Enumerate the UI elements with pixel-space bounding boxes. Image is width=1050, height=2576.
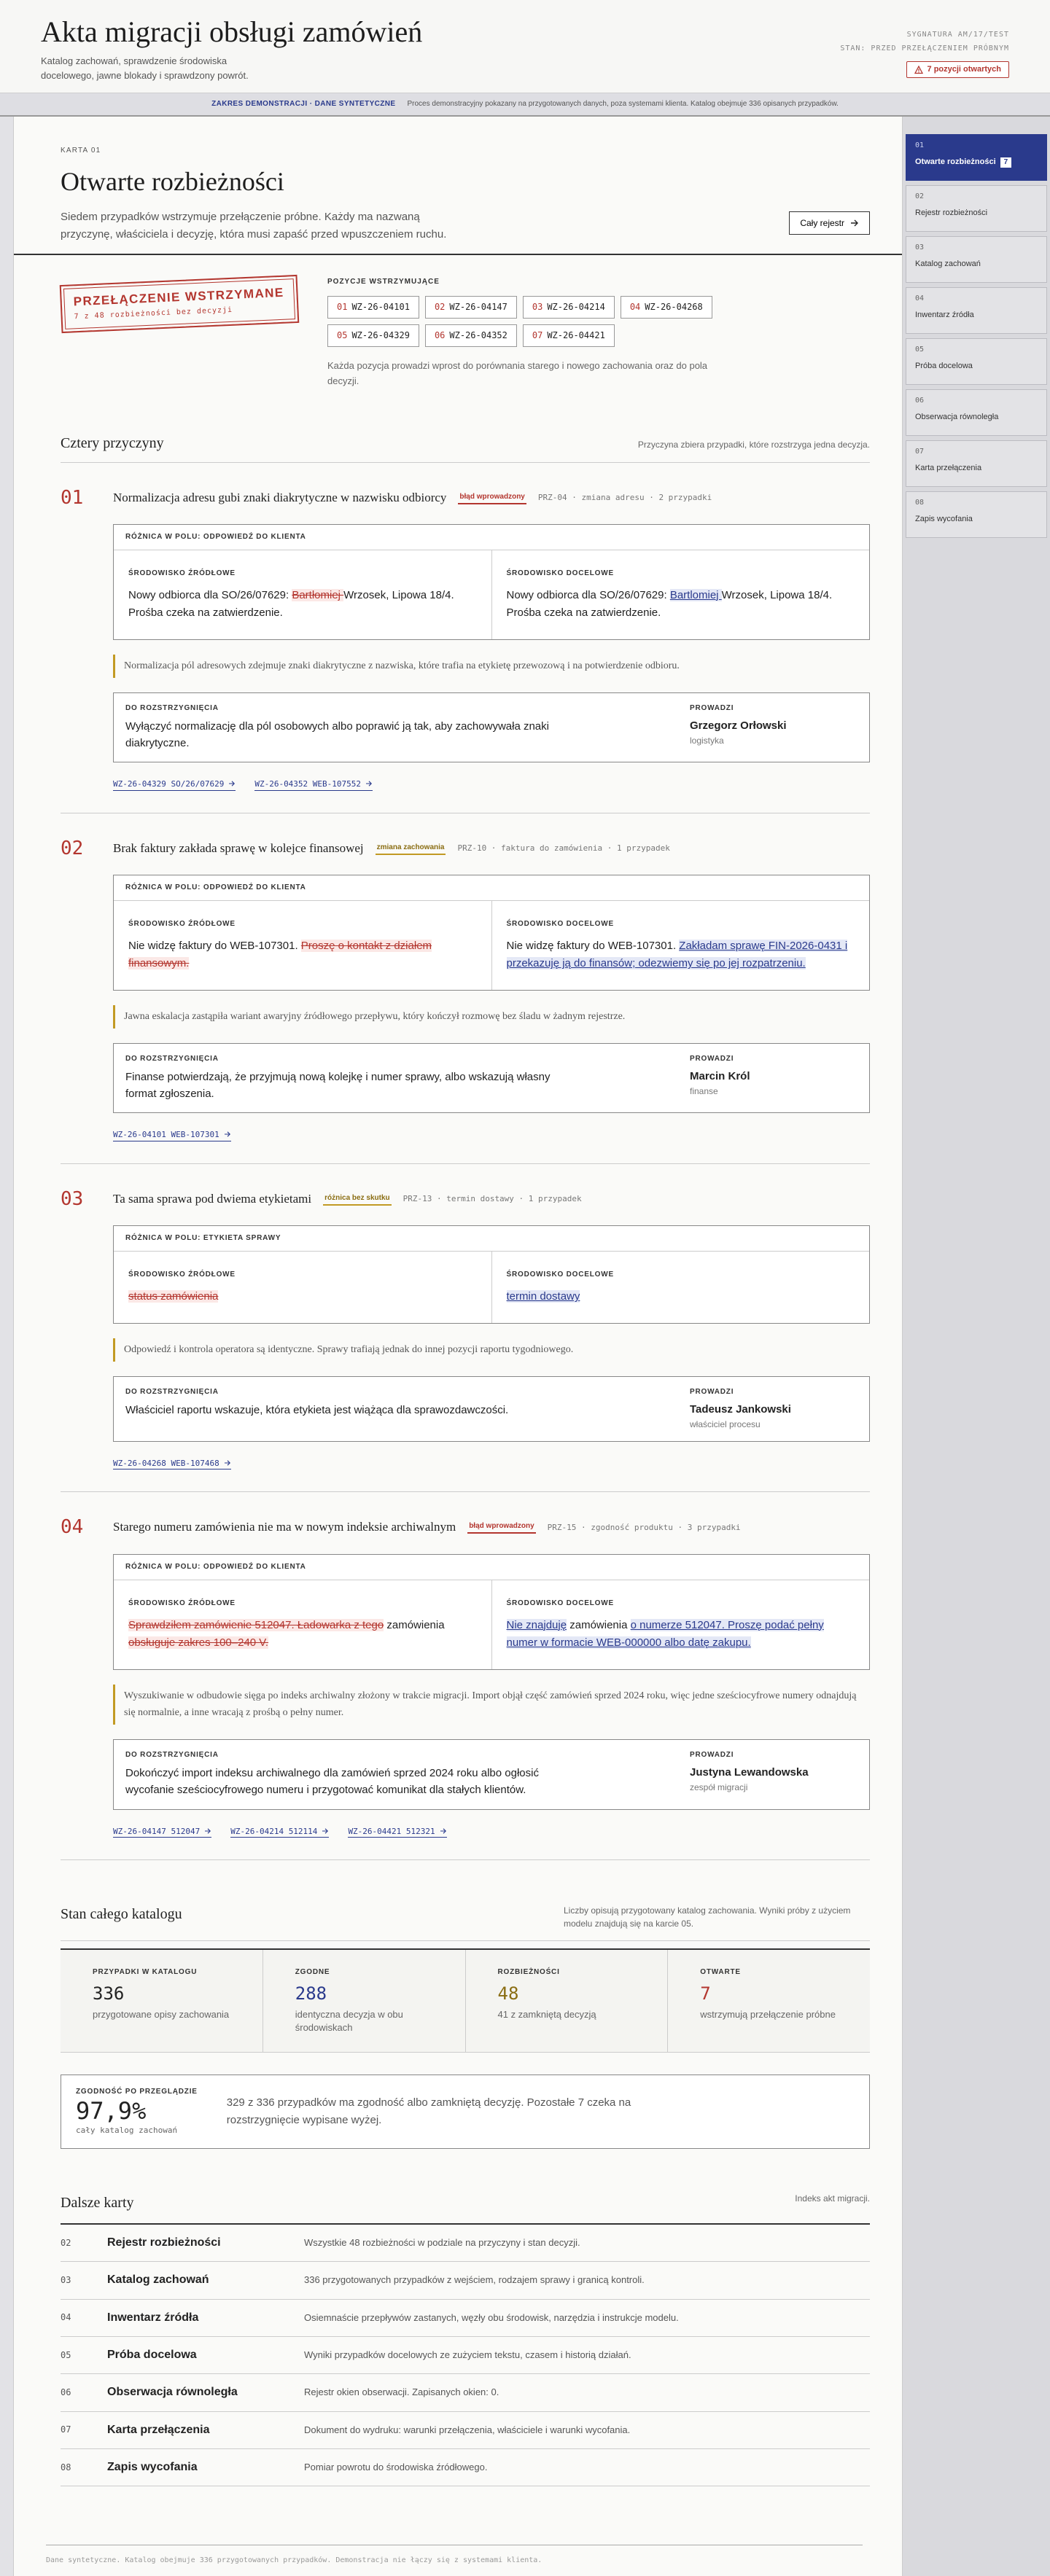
sidebar-item-label: Zapis wycofania xyxy=(915,515,973,523)
further-num: 04 xyxy=(61,2312,71,2323)
sidebar-item[interactable] xyxy=(906,440,1047,487)
sidebar-item-number: 05 xyxy=(915,346,925,354)
cause-tag: błąd wprowadzony xyxy=(458,491,526,504)
owner-name: Justyna Lewandowska xyxy=(690,1766,809,1779)
cause-section xyxy=(61,463,870,813)
diff-box xyxy=(113,1225,870,1324)
chip-number: 05 xyxy=(337,330,348,341)
main-content xyxy=(13,117,903,2576)
diff-label: RÓŻNICA W POLU: ODPOWIEDŹ DO KLIENTA xyxy=(114,525,869,550)
stamp-sub: 7 z 48 rozbieżności bez decyzji xyxy=(74,306,233,321)
sidebar-item-number: 07 xyxy=(915,448,925,456)
stat-label: PRZYPADKI W KATALOGU xyxy=(93,1967,198,1976)
owner-label: PROWADZI xyxy=(690,1387,734,1396)
cause-explanation: Wyszukiwanie w odbudowie sięga po indeks archiwalny złożony w trakcie migracji. Import objął część zamówień sprzed 2024 roku, więc jedne sześciocyfrowe numery odnajdują się normalnie, a inne wracają z prośbą o pełny numer. xyxy=(113,1685,870,1725)
cause-explanation: Jawna eskalacja zastąpiła wariant awaryjny źródłowego przepływu, który kończył rozmowę bez śladu w żadnym rejestrze. xyxy=(113,1005,870,1029)
diff-box xyxy=(113,1554,870,1670)
arrow-right-icon xyxy=(224,1131,231,1137)
resolve-box xyxy=(113,1043,870,1114)
sidebar-item[interactable] xyxy=(906,491,1047,538)
page-header xyxy=(0,0,1050,93)
page-main-title: Akta migracji obsługi zamówień xyxy=(41,15,423,48)
further-card-row[interactable] xyxy=(61,2225,870,2262)
cause-section xyxy=(61,1164,870,1492)
further-num: 03 xyxy=(61,2274,71,2285)
source-column xyxy=(114,901,491,990)
blocking-chip[interactable] xyxy=(327,324,419,347)
chip-number: 03 xyxy=(532,302,543,313)
chip-id: WZ-26-04147 xyxy=(449,302,508,313)
chip-number: 07 xyxy=(532,330,543,341)
source-deleted: Sprawdziłem zamówienie 512047. Ładowarka z tego xyxy=(128,1618,384,1631)
further-aside: Indeks akt migracji. xyxy=(795,2193,870,2204)
sidebar-item[interactable] xyxy=(906,389,1047,436)
source-label: ŚRODOWISKO ŹRÓDŁOWE xyxy=(128,920,236,929)
further-card-row[interactable] xyxy=(61,2262,870,2299)
chip-number: 02 xyxy=(434,302,446,313)
target-label: ŚRODOWISKO DOCELOWE xyxy=(506,569,614,577)
sidebar-item-label: Próba docelowa xyxy=(915,362,973,370)
target-text-post: Wrzosek, Lipowa 18/4. Prośba czeka na zatwierdzenie. xyxy=(506,588,833,619)
sidebar-item-number: 02 xyxy=(915,192,925,200)
sidebar-nav xyxy=(903,117,1050,2576)
further-num: 05 xyxy=(61,2349,71,2360)
diff-label: RÓŻNICA W POLU: ODPOWIEDŹ DO KLIENTA xyxy=(114,875,869,901)
cause-number: 04 xyxy=(61,1516,84,1539)
case-link[interactable] xyxy=(254,778,373,790)
case-link-label: WZ-26-04214 512114 xyxy=(230,1826,318,1836)
causes-aside: Przyczyna zbiera przypadki, które rozstrzyga jedna decyzja. xyxy=(637,439,870,450)
target-column xyxy=(491,901,870,990)
case-link[interactable] xyxy=(113,1826,211,1838)
owner-name: Marcin Król xyxy=(690,1069,750,1082)
case-link[interactable] xyxy=(113,778,236,790)
chip-number: 01 xyxy=(337,302,348,313)
stat-desc: 41 z zamkniętą decyzją xyxy=(497,2008,596,2020)
resolve-box xyxy=(113,1739,870,1810)
arrow-right-icon xyxy=(850,219,859,227)
arrow-right-icon xyxy=(228,781,236,787)
diff-label: RÓŻNICA W POLU: ODPOWIEDŹ DO KLIENTA xyxy=(114,1555,869,1580)
target-inserted: Bartlomiej xyxy=(669,588,722,601)
cause-meta: PRZ-15 · zgodność produktu · 3 przypadki xyxy=(547,1522,741,1532)
accord-sub: cały katalog zachowań xyxy=(76,2126,178,2136)
page-subtitle: Katalog zachowań, sprawdzenie środowiska docelowego, jawne blokady i sprawdzony powrót. xyxy=(41,55,249,81)
cause-title: Brak faktury zakłada sprawę w kolejce finansowej xyxy=(113,840,364,855)
cause-title: Normalizacja adresu gubi znaki diakrytyczne w nazwisku odbiorcy xyxy=(113,490,447,504)
resolve-text: Dokończyć import indeksu archiwalnego dla zamówień sprzed 2024 roku albo ogłosić wycofanie sześciocyfrowego numeru i przygotować komunikat dla stałych klientów. xyxy=(125,1767,539,1797)
cause-title: Starego numeru zamówienia nie ma w nowym indeksie archiwalnym xyxy=(113,1520,456,1534)
case-link[interactable] xyxy=(348,1826,446,1838)
further-desc: Osiemnaście przepływów zastanych, węzły obu środowisk, narzędzia i instrukcje modelu. xyxy=(304,2311,679,2323)
arrow-right-icon xyxy=(440,1828,447,1834)
open-items-label: 7 pozycji otwartych xyxy=(927,65,1001,74)
chip-id: WZ-26-04268 xyxy=(645,302,703,313)
source-text xyxy=(128,937,477,972)
causes-title: Cztery przyczyny xyxy=(61,434,164,451)
accord-text: 329 z 336 przypadków ma zgodność albo zamkniętą decyzję. Pozostałe 7 czeka na rozstrzygnięcie wypisane wyżej. xyxy=(226,2096,631,2126)
arrow-right-icon xyxy=(365,781,373,787)
sidebar-item-number: 04 xyxy=(915,294,925,303)
chip-id: WZ-26-04352 xyxy=(449,330,508,341)
sidebar-item-label: Obserwacja równoległa xyxy=(915,413,999,421)
target-label: ŚRODOWISKO DOCELOWE xyxy=(506,1271,614,1279)
target-text-pre: Nowy odbiorca dla SO/26/07629: xyxy=(506,588,670,601)
sidebar-item-label: Katalog zachowań xyxy=(915,259,981,268)
source-column xyxy=(114,1252,491,1323)
blocking-items xyxy=(327,277,765,389)
sidebar-item-number: 01 xyxy=(915,141,925,149)
target-text xyxy=(507,1617,855,1652)
blocking-chip[interactable] xyxy=(425,296,517,319)
cause-meta: PRZ-10 · faktura do zamówienia · 1 przypadek xyxy=(457,843,670,854)
accord-box xyxy=(61,2075,870,2149)
cause-section xyxy=(61,813,870,1164)
source-text-post: zamówienia xyxy=(384,1618,445,1631)
sidebar-item[interactable] xyxy=(906,236,1047,283)
source-label: ŚRODOWISKO ŹRÓDŁOWE xyxy=(128,1271,236,1279)
stat-desc: przygotowane opisy zachowania xyxy=(93,2008,230,2020)
stat-desc: identyczna decyzja w obu środowiskach xyxy=(295,2008,403,2033)
sidebar-item-number: 06 xyxy=(915,397,925,405)
source-label: ŚRODOWISKO ŹRÓDŁOWE xyxy=(128,1599,236,1607)
owner-name: Tadeusz Jankowski xyxy=(690,1402,791,1416)
stat-cell xyxy=(465,1950,668,2052)
stat-cell xyxy=(61,1950,262,2052)
target-inserted: termin dostawy xyxy=(506,1290,580,1303)
further-desc: Rejestr okien obserwacji. Zapisanych okien: 0. xyxy=(304,2386,499,2398)
stamp-title: PRZEŁĄCZENIE WSTRZYMANE xyxy=(73,286,284,309)
cause-title: Ta sama sprawa pod dwiema etykietami xyxy=(113,1192,312,1206)
stat-desc: wstrzymują przełączenie próbne xyxy=(700,2008,836,2020)
source-deleted: status zamówienia xyxy=(128,1290,219,1303)
target-text xyxy=(507,587,855,622)
target-inserted: Nie znajduję xyxy=(506,1618,567,1631)
arrow-right-icon xyxy=(322,1828,329,1834)
cause-meta: PRZ-13 · termin dostawy · 1 przypadek xyxy=(402,1194,582,1204)
resolve-text: Finanse potwierdzają, że przyjmują nową kolejkę i numer sprawy, albo wskazują własny format zgłoszenia. xyxy=(125,1070,551,1101)
stat-cell xyxy=(667,1950,870,2052)
source-text-pre: Nie widzę faktury do WEB-107301. xyxy=(128,940,301,953)
cause-explanation: Normalizacja pól adresowych zdejmuje znaki diakrytyczne z nazwiska, które trafia na etykietę przewozową i na potwierdzenie odbioru. xyxy=(113,655,870,678)
stat-value: 7 xyxy=(700,1983,711,2004)
further-name: Inwentarz źródła xyxy=(107,2311,199,2324)
owner-role: właściciel procesu xyxy=(690,1418,761,1429)
sidebar-item-label: Inwentarz źródła xyxy=(915,311,974,319)
sidebar-item[interactable] xyxy=(906,338,1047,385)
resolve-text: Właściciel raportu wskazuje, która etykieta jest wiążąca dla sprawozdawczości. xyxy=(125,1403,509,1416)
strip-lead: ZAKRES DEMONSTRACJI · DANE SYNTETYCZNE xyxy=(211,100,396,108)
chip-id: WZ-26-04421 xyxy=(547,330,605,341)
full-register-label: Cały rejestr xyxy=(800,218,844,229)
further-desc: Dokument do wydruku: warunki przełączenia, właściciele i warunki wycofania. xyxy=(304,2424,631,2435)
sidebar-item-number: 03 xyxy=(915,243,925,251)
sidebar-item-label: Otwarte rozbieżności xyxy=(915,157,996,166)
stat-value: 288 xyxy=(295,1983,327,2004)
source-text xyxy=(128,1288,477,1305)
diff-box xyxy=(113,875,870,991)
target-text xyxy=(507,937,855,972)
source-text-pre: Nowy odbiorca dla SO/26/07629: xyxy=(128,588,292,601)
strip-text: Proces demonstracyjny pokazany na przygotowanych danych, poza systemami klienta. Katalog obejmuje 336 opisanych przypadków. xyxy=(407,100,839,108)
stat-label: OTWARTE xyxy=(700,1967,741,1976)
causes-header xyxy=(61,433,870,463)
source-text xyxy=(128,587,477,622)
cause-tag: różnica bez skutku xyxy=(323,1193,391,1206)
blocking-chip-list xyxy=(327,296,765,347)
chip-id: WZ-26-04214 xyxy=(547,302,605,313)
target-inserted-2: o numerze 512047. Proszę podać pełny numer w formacie WEB-000000 albo datę zakupu. xyxy=(506,1618,824,1649)
source-text xyxy=(128,1617,477,1652)
further-desc: Pomiar powrotu do środowiska źródłowego. xyxy=(304,2462,488,2473)
open-items-badge[interactable] xyxy=(906,61,1009,78)
further-name: Obserwacja równoległa xyxy=(107,2386,238,2399)
signature: SYGNATURA AM/17/TEST xyxy=(906,31,1009,39)
resolve-box xyxy=(113,692,870,763)
owner-name: Grzegorz Orłowski xyxy=(690,719,787,732)
blocking-chip[interactable] xyxy=(327,296,419,319)
cause-tag: błąd wprowadzony xyxy=(467,1521,535,1534)
halt-stamp xyxy=(60,275,300,333)
chip-id: WZ-26-04329 xyxy=(351,330,410,341)
stat-label: ROZBIEŻNOŚCI xyxy=(497,1967,560,1976)
owner-label: PROWADZI xyxy=(690,1054,734,1063)
sidebar-item-number: 08 xyxy=(915,499,925,507)
further-desc: Wyniki przypadków docelowych ze zużyciem tekstu, czasem i historią działań. xyxy=(304,2349,631,2360)
diff-box xyxy=(113,524,870,640)
diff-label: RÓŻNICA W POLU: ETYKIETA SPRAWY xyxy=(114,1226,869,1252)
further-list xyxy=(61,2225,870,2487)
resolve-label: DO ROZSTRZYGNIĘCIA xyxy=(125,703,219,712)
blocking-chip[interactable] xyxy=(523,296,615,319)
case-link[interactable] xyxy=(230,1826,329,1838)
stat-cell xyxy=(262,1950,465,2052)
source-column xyxy=(114,1580,491,1669)
case-link-label: WZ-26-04352 WEB-107552 xyxy=(254,779,362,789)
further-num: 02 xyxy=(61,2237,71,2248)
blocking-note: Każda pozycja prowadzi wprost do porównania starego i nowego zachowania oraz do pola decyzji. xyxy=(327,359,708,386)
cause-section xyxy=(61,1492,870,1860)
sidebar-item-label: Karta przełączenia xyxy=(915,464,982,472)
target-label: ŚRODOWISKO DOCELOWE xyxy=(506,1599,614,1607)
resolve-label: DO ROZSTRZYGNIĘCIA xyxy=(125,1387,219,1396)
target-column xyxy=(491,1252,870,1323)
owner-role: logistyka xyxy=(690,735,724,746)
resolve-label: DO ROZSTRZYGNIĘCIA xyxy=(125,1751,219,1760)
info-strip xyxy=(0,93,1050,117)
accord-value: 97,9% xyxy=(76,2096,147,2125)
further-name: Zapis wycofania xyxy=(107,2461,198,2474)
sidebar-item-count: 7 xyxy=(1000,157,1012,168)
source-text-post: Wrzosek, Lipowa 18/4. Prośba czeka na zatwierdzenie. xyxy=(128,588,454,619)
further-num: 06 xyxy=(61,2387,71,2398)
target-column xyxy=(491,1580,870,1669)
target-inserted: Zakładam sprawę FIN-2026-0431 i przekazuję ją do finansów; odezwiemy się po jej rozpatrzeniu. xyxy=(506,940,848,970)
source-label: ŚRODOWISKO ŹRÓDŁOWE xyxy=(128,569,236,577)
cause-meta: PRZ-04 · zmiana adresu · 2 przypadki xyxy=(537,493,712,503)
case-link[interactable] xyxy=(113,1458,231,1470)
case-link-label: WZ-26-04329 SO/26/07629 xyxy=(113,779,225,789)
sidebar-item[interactable] xyxy=(906,134,1047,181)
catalog-stats xyxy=(61,1948,870,2053)
resolve-box xyxy=(113,1376,870,1442)
owner-role: finanse xyxy=(690,1085,718,1096)
resolve-text: Wyłączyć normalizację dla pól osobowych albo poprawić ją tak, aby zachowywała znaki diakrytyczne. xyxy=(125,719,549,750)
further-card-row[interactable] xyxy=(61,2412,870,2449)
chip-id: WZ-26-04101 xyxy=(351,302,410,313)
target-text xyxy=(507,1288,855,1305)
further-card-row[interactable] xyxy=(61,2300,870,2337)
further-name: Rejestr rozbieżności xyxy=(107,2236,221,2249)
accord-label: ZGODNOŚĆ PO PRZEGLĄDZIE xyxy=(76,2087,198,2096)
cause-tag: zmiana zachowania xyxy=(376,842,446,855)
case-link-label: WZ-26-04268 WEB-107468 xyxy=(113,1458,219,1468)
further-name: Karta przełączenia xyxy=(107,2423,210,2436)
further-card-row[interactable] xyxy=(61,2337,870,2374)
owner-role: zespół migracji xyxy=(690,1782,748,1793)
cause-number: 01 xyxy=(61,486,84,509)
further-num: 08 xyxy=(61,2462,71,2472)
case-link-label: WZ-26-04147 512047 xyxy=(113,1826,201,1836)
target-text-pre: Nie widzę faktury do WEB-107301. xyxy=(506,940,680,953)
blocking-items-label: POZYCJE WSTRZYMUJĄCE xyxy=(327,278,440,286)
target-text-post: zamówienia xyxy=(567,1618,631,1631)
source-deleted: Bartłomiej xyxy=(292,588,344,601)
footer: Dane syntetyczne. Katalog obejmuje 336 przygotowanych przypadków. Demonstracja nie łączy się z systemami klienta. xyxy=(46,2545,863,2576)
case-link-label: WZ-26-04101 WEB-107301 xyxy=(113,1130,219,1140)
stat-label: ZGODNE xyxy=(295,1967,330,1976)
owner-label: PROWADZI xyxy=(690,1751,734,1760)
cause-explanation: Odpowiedź i kontrola operatora są identyczne. Sprawy trafiają jednak do innej pozycji raportu tygodniowego. xyxy=(113,1338,870,1362)
further-desc: Wszystkie 48 rozbieżności w podziale na przyczyny i stan decyzji. xyxy=(304,2236,580,2248)
case-link-label: WZ-26-04421 512321 xyxy=(348,1826,435,1836)
target-column xyxy=(491,550,870,639)
catalog-title: Stan całego katalogu xyxy=(61,1905,182,1922)
case-link[interactable] xyxy=(113,1129,231,1141)
further-card-row[interactable] xyxy=(61,2449,870,2486)
resolve-label: DO ROZSTRZYGNIĘCIA xyxy=(125,1054,219,1063)
cause-number: 02 xyxy=(61,837,84,859)
sidebar-item-label: Rejestr rozbieżności xyxy=(915,208,988,217)
chip-number: 04 xyxy=(629,302,641,313)
chip-number: 06 xyxy=(434,330,446,341)
source-deleted-2: obsługuje zakres 100–240 V. xyxy=(128,1636,269,1649)
arrow-right-icon xyxy=(224,1460,231,1466)
intro-text: Siedem przypadków wstrzymuje przełączenie próbne. Każdy ma nazwaną przyczynę, właściciela i decyzję, która musi zapaść przed wpuszczeniem ruchu. xyxy=(61,211,447,241)
further-header xyxy=(61,2193,870,2225)
blocking-chip[interactable] xyxy=(425,324,517,347)
further-name: Próba docelowa xyxy=(107,2348,197,2361)
stat-value: 48 xyxy=(497,1983,519,2004)
cause-number: 03 xyxy=(61,1187,84,1210)
further-name: Katalog zachowań xyxy=(107,2273,209,2287)
further-desc: 336 przygotowanych przypadków z wejściem, rodzajem sprawy i granicą kontroli. xyxy=(304,2274,645,2286)
page-title: Otwarte rozbieżności xyxy=(61,167,284,196)
further-title: Dalsze karty xyxy=(61,2194,134,2211)
catalog-aside: Liczby opisują przygotowany katalog zachowania. Wyniki próby z użyciem modelu znajdują się na karcie 05. xyxy=(564,1905,851,1929)
stat-value: 336 xyxy=(93,1983,125,2004)
blocking-chip[interactable] xyxy=(523,324,615,347)
status-line: STAN: PRZED PRZEŁĄCZENIEM PRÓBNYM xyxy=(840,44,1009,52)
card-label: KARTA 01 xyxy=(61,147,101,155)
sidebar-item[interactable] xyxy=(906,185,1047,232)
owner-label: PROWADZI xyxy=(690,703,734,712)
warning-icon xyxy=(914,66,923,74)
arrow-right-icon xyxy=(204,1828,211,1834)
catalog-header xyxy=(61,1904,870,1941)
target-label: ŚRODOWISKO DOCELOWE xyxy=(506,920,614,929)
further-num: 07 xyxy=(61,2424,71,2435)
blocking-chip[interactable] xyxy=(621,296,712,319)
sidebar-item[interactable] xyxy=(906,287,1047,334)
source-column xyxy=(114,550,491,639)
full-register-button[interactable] xyxy=(789,211,870,235)
further-card-row[interactable] xyxy=(61,2374,870,2411)
causes-list xyxy=(61,463,870,1860)
source-deleted: Proszę o kontakt z działem finansowym. xyxy=(128,940,432,970)
